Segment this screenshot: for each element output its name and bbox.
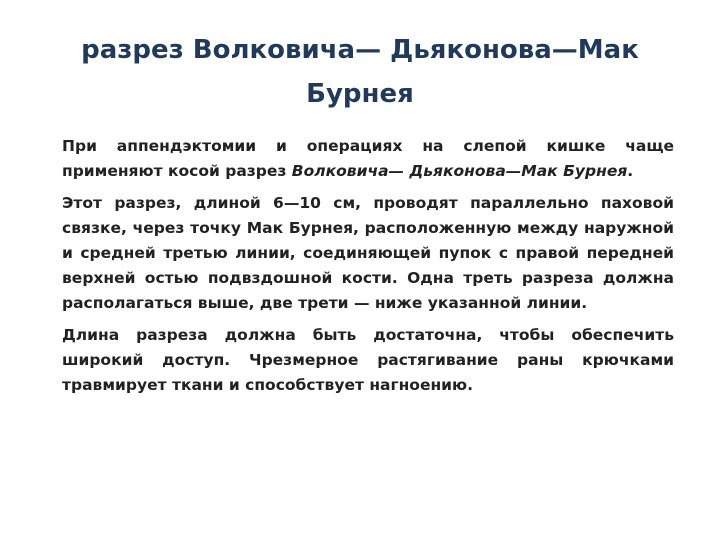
paragraph-3: Длина разреза должна быть достаточна, чтобы обеспечить широкий доступ. Чрезмерное растягивание раны крючками травмирует ткани и способствует нагноению. xyxy=(62,326,674,394)
paragraph-1-end: . xyxy=(627,162,634,180)
paragraph-1 xyxy=(62,134,674,184)
paragraph-1-emphasis: Волковича— Дьяконова—Мак Бурнея xyxy=(291,162,628,180)
paragraph-2: Этот разрез, длиной 6—10 см, проводят параллельно паховой связке, через точку Мак Бурнея, расположенную между наружной и средней третью линии, соединяющей пупок с правой передней верхней остью подвздошной кости. Одна треть разреза должна располагаться выше, две трети — ниже указанной линии. xyxy=(62,194,674,312)
slide-title: разрез Волковича— Дьяконова—Мак Бурнея xyxy=(81,35,639,109)
slide-body xyxy=(62,134,674,405)
paragraph-1-text: При аппендэктомии и операциях на слепой кишке чаще применяют косой разрез xyxy=(62,137,674,180)
